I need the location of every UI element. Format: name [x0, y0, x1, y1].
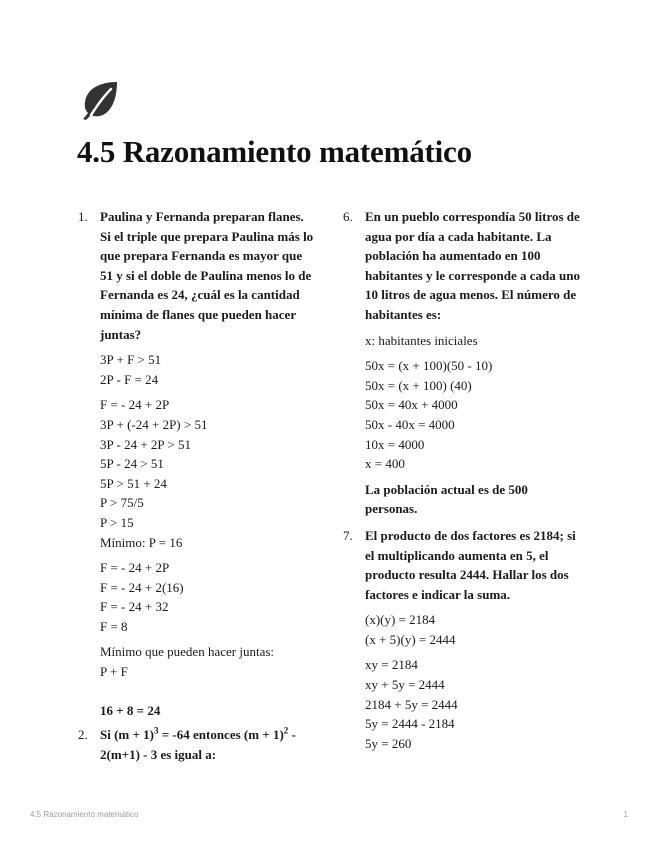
question-line: Fernanda es 24, ¿cuál es la cantidad: [100, 287, 300, 303]
math-line: xy + 5y = 2444: [365, 677, 445, 693]
solution-note: x: habitantes iniciales: [365, 332, 478, 348]
solution-block: [100, 395, 318, 552]
math-line: xy = 2184: [365, 657, 418, 673]
question-text: [100, 725, 318, 764]
math-line: 50x = (x + 100)(50 - 10): [365, 358, 493, 374]
math-line: 50x - 40x = 4000: [365, 416, 455, 432]
footer-title: 4.5 Razonamiento matemático: [30, 810, 139, 819]
question-line: mínima de flanes que pueden hacer: [100, 306, 297, 322]
question-line: habitantes y le corresponde a cada uno: [365, 267, 580, 283]
question-text: [365, 207, 613, 325]
math-line: Mínimo que pueden hacer juntas:: [100, 644, 275, 660]
math-line: 3P - 24 + 2P > 51: [100, 436, 191, 452]
question-text: [365, 526, 613, 604]
question-line: Si el triple que prepara Paulina más lo: [100, 228, 314, 244]
question-1: [78, 207, 318, 720]
question-line: Si $(m + 1)^3 = -64$ entonces $(m + 1)^2$ -: [100, 725, 296, 743]
question-2: [78, 725, 318, 764]
solution-block: [100, 350, 318, 389]
math-line: 3P + F > 51: [100, 352, 162, 368]
solution-block: [365, 610, 613, 649]
math-line: (x)(y) = 2184: [365, 612, 436, 628]
question-line: producto resulta 2444. Hallar los dos: [365, 567, 569, 583]
math-line: 5P > 51 + 24: [100, 475, 167, 491]
question-line: 2(m+1) - 3 es igual a:: [100, 746, 217, 762]
question-line: habitantes es:: [365, 306, 442, 322]
solution-block: [100, 642, 318, 681]
solution-block: [365, 356, 613, 474]
final-answer: La población actual es de 500 personas.: [365, 481, 528, 517]
question-number: 1.: [78, 209, 88, 224]
math-line: F = 8: [100, 618, 128, 634]
solution-block: [365, 655, 613, 753]
question-7: [343, 526, 613, 754]
leaf-icon: [81, 80, 119, 120]
math-line: P + F: [100, 664, 128, 680]
math-line: 50x = (x + 100) (40): [365, 377, 472, 393]
math-line: Mínimo: P = 16: [100, 534, 183, 550]
question-line: el multiplicando aumenta en 5, el: [365, 547, 549, 563]
math-line: 10x = 4000: [365, 436, 425, 452]
question-line: que prepara Fernanda es mayor que: [100, 248, 303, 264]
solution-block: [100, 558, 318, 636]
math-line: 3P + (-24 + 2P) > 51: [100, 416, 208, 432]
question-number: 7.: [343, 527, 353, 543]
question-line: agua por día a cada habitante. La: [365, 228, 552, 244]
math-line: F = - 24 + 2(16): [100, 579, 184, 595]
right-column: [343, 207, 613, 753]
math-line: x = 400: [365, 456, 405, 472]
final-answer: 16 + 8 = 24: [100, 702, 161, 718]
math-line: 2184 + 5y = 2444: [365, 696, 458, 712]
question-line: factores e indicar la suma.: [365, 586, 511, 602]
math-line: P > 75/5: [100, 495, 144, 511]
question-line: Paulina y Fernanda preparan flanes.: [100, 209, 304, 224]
math-line: 5P - 24 > 51: [100, 456, 164, 472]
math-line: (x + 5)(y) = 2444: [365, 631, 456, 647]
question-number: 2.: [78, 727, 88, 743]
question-number: 6.: [343, 209, 353, 224]
question-6: [343, 207, 613, 519]
math-line: F = - 24 + 2P: [100, 560, 170, 576]
page-title: 4.5 Razonamiento matemático: [77, 134, 472, 169]
math-line: 2P - F = 24: [100, 371, 159, 387]
question-text: [100, 207, 318, 344]
page-number: 1: [623, 810, 628, 819]
math-line: 50x = 40x + 4000: [365, 397, 458, 413]
math-line: F = - 24 + 2P: [100, 397, 170, 413]
question-line: En un pueblo correspondía 50 litros de: [365, 209, 580, 224]
math-line: F = - 24 + 32: [100, 599, 169, 615]
question-line: población ha aumentado en 100: [365, 248, 541, 264]
question-line: juntas?: [100, 326, 142, 342]
math-line: 5y = 260: [365, 735, 412, 751]
math-line: P > 15: [100, 514, 134, 530]
question-line: 10 litros de agua menos. El número de: [365, 287, 577, 303]
question-line: El producto de dos factores es 2184; si: [365, 527, 576, 543]
left-column: [78, 207, 318, 764]
question-line: 51 y si el doble de Paulina menos lo de: [100, 267, 312, 283]
math-line: 5y = 2444 - 2184: [365, 716, 455, 732]
